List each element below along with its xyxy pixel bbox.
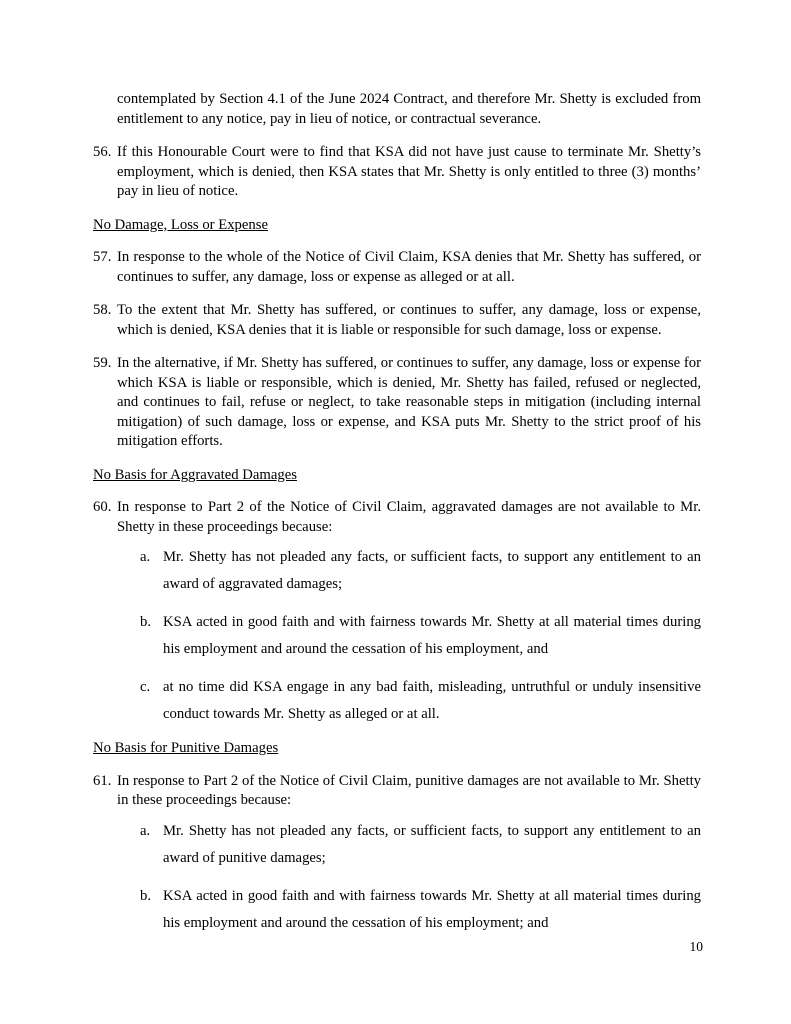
subitem-group xyxy=(93,544,701,728)
section-heading: No Damage, Loss or Expense xyxy=(93,216,268,233)
subitem-label: a. xyxy=(140,822,151,839)
subitem-text: KSA acted in good faith and with fairness towards Mr. Shetty at all material times during his employment and around the cessation of his employment; and xyxy=(163,887,701,931)
paragraph-text: To the extent that Mr. Shetty has suffered, or continues to suffer, any damage, loss or expense, which is denied, KSA denies that it is liable or responsible for such damage, loss or expense. xyxy=(117,302,701,338)
paragraph-text: If this Honourable Court were to find that KSA did not have just cause to terminate Mr. Shetty’s employment, which is denied, then KSA states that Mr. Shetty is only entitled to three (3) months’ pay in lieu of notice. xyxy=(117,144,701,199)
paragraph-number: 56. xyxy=(93,144,112,160)
subitem-group xyxy=(93,818,701,937)
numbered-paragraph xyxy=(93,248,701,287)
subitem-label: c. xyxy=(140,679,151,695)
lettered-subitem xyxy=(140,818,701,872)
subitem-text: Mr. Shetty has not pleaded any facts, or sufficient facts, to support any entitlement to an award of punitive damages; xyxy=(163,822,701,866)
subitem-label: b. xyxy=(140,887,152,904)
paragraph-text: In response to the whole of the Notice of Civil Claim, KSA denies that Mr. Shetty has suffered, or continues to suffer, any damage, loss or expense as alleged or at all. xyxy=(117,249,701,285)
numbered-paragraph xyxy=(93,354,701,452)
subitem-label: a. xyxy=(140,549,151,565)
section-heading: No Basis for Punitive Damages xyxy=(93,740,279,756)
paragraph-number: 57. xyxy=(93,249,112,265)
paragraph-number: 61. xyxy=(93,772,112,789)
paragraph-number: 60. xyxy=(93,499,112,515)
subitem-text: KSA acted in good faith and with fairness towards Mr. Shetty at all material times during his employment and around the cessation of his employment, and xyxy=(163,614,701,657)
numbered-paragraph xyxy=(93,301,701,340)
paragraph-text: In response to Part 2 of the Notice of Civil Claim, aggravated damages are not available to Mr. Shetty in these proceedings because: xyxy=(117,499,701,535)
lettered-subitem xyxy=(140,609,701,663)
subitem-text: Mr. Shetty has not pleaded any facts, or sufficient facts, to support any entitlement to an award of aggravated damages; xyxy=(163,549,701,592)
lettered-subitem xyxy=(140,883,701,937)
paragraph-text: In response to Part 2 of the Notice of Civil Claim, punitive damages are not available to Mr. Shetty in these proceedings because: xyxy=(117,772,701,808)
section-heading: No Basis for Aggravated Damages xyxy=(93,466,297,483)
page-number: 10 xyxy=(689,939,703,954)
paragraph-continuation: contemplated by Section 4.1 of the June 2024 Contract, and therefore Mr. Shetty is excluded from entitlement to any notice, pay in lieu of notice, or contractual severance. xyxy=(117,91,701,127)
numbered-paragraph xyxy=(93,143,701,202)
numbered-paragraph xyxy=(93,498,701,537)
numbered-paragraph xyxy=(93,772,701,811)
lettered-subitem xyxy=(140,674,701,728)
paragraph-number: 59. xyxy=(93,355,112,371)
paragraph-text: In the alternative, if Mr. Shetty has suffered, or continues to suffer, any damage, loss or expense for which KSA is liable or responsible, which is denied, Mr. Shetty has failed, refused or neglected, and continues to fail, refuse or neglect, to take reasonable steps in mitigation (including internal mitigation) of such damage, loss or expense, and KSA puts Mr. Shetty to the strict proof of his mitigation efforts. xyxy=(117,355,701,449)
paragraph-number: 58. xyxy=(93,302,112,318)
lettered-subitem xyxy=(140,544,701,598)
document-body xyxy=(93,90,701,948)
subitem-text: at no time did KSA engage in any bad faith, misleading, untruthful or unduly insensitive conduct towards Mr. Shetty as alleged or at all. xyxy=(163,679,701,722)
subitem-label: b. xyxy=(140,614,152,630)
